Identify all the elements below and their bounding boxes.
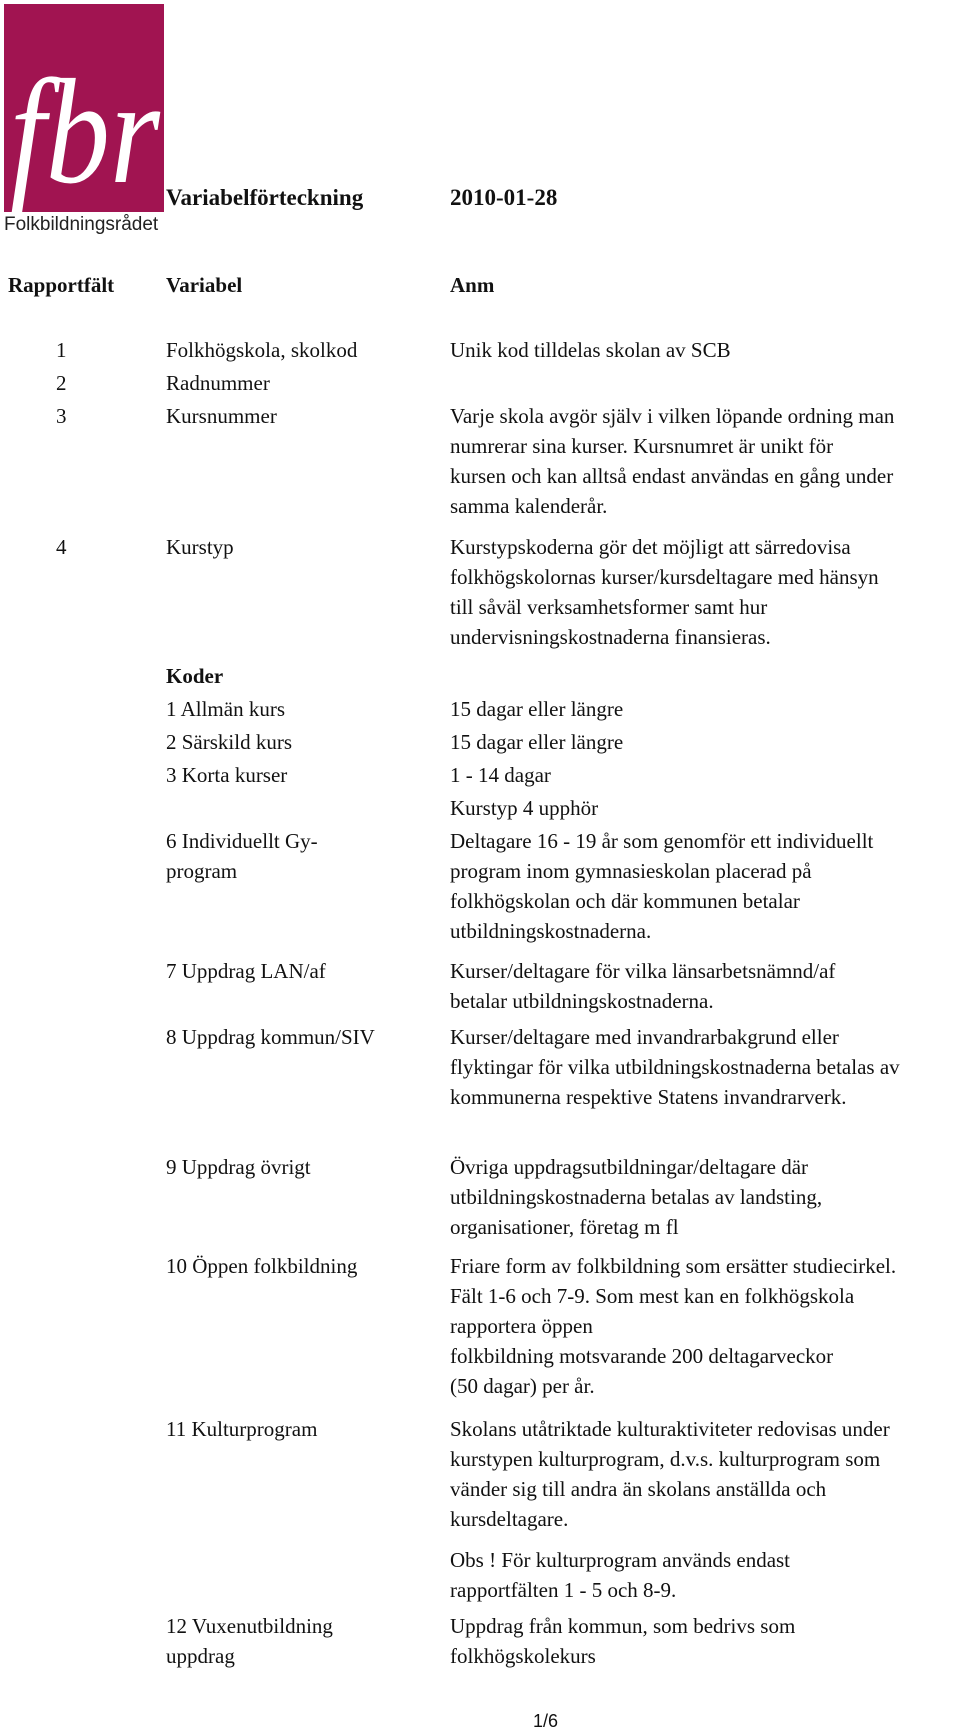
logo-caption: Folkbildningsrådet (4, 214, 159, 235)
column-header-anm: Anm (450, 273, 495, 297)
page-number: 1/6 (533, 1711, 559, 1731)
kod-anm-line: Övriga uppdragsutbildningar/deltagare där (450, 1155, 809, 1179)
kod-anm-line: rapportfälten 1 - 5 och 8-9. (450, 1578, 677, 1602)
field-anm-line: folkhögskolornas kurser/kursdeltagare med hänsyn (450, 565, 879, 589)
kod-label: uppdrag (166, 1644, 235, 1668)
kod-anm-line: organisationer, företag m fl (450, 1215, 679, 1239)
kod-anm-line: (50 dagar) per år. (450, 1374, 595, 1398)
kod-anm-line: Kurstyp 4 upphör (450, 796, 599, 820)
field-number: 2 (56, 371, 67, 395)
kod-anm-line: Deltagare 16 - 19 år som genomför ett individuellt (450, 829, 874, 853)
kod-anm-line: Skolans utåtriktade kulturaktiviteter redovisas under (450, 1417, 890, 1441)
document-date: 2010-01-28 (450, 185, 558, 210)
kod-label: 7 Uppdrag LAN/af (166, 959, 326, 983)
document-title: Variabelförteckning (166, 185, 364, 210)
kod-anm-line: 15 dagar eller längre (450, 730, 624, 754)
kod-anm-line: program inom gymnasieskolan placerad på (450, 859, 812, 883)
kod-label: 8 Uppdrag kommun/SIV (166, 1025, 375, 1049)
kod-anm-line: folkhögskolan och där kommunen betalar (450, 889, 800, 913)
field-name: Folkhögskola, skolkod (166, 338, 358, 362)
kod-anm-line: Friare form av folkbildning som ersätter studiecirkel. (450, 1254, 897, 1278)
kod-anm-line: utbildningskostnaderna. (450, 919, 652, 943)
kod-anm-line: kommunerna respektive Statens invandrarverk. (450, 1085, 847, 1109)
kod-anm-line: Fält 1-6 och 7-9. Som mest kan en folkhögskola (450, 1284, 855, 1308)
field-anm-line: undervisningskostnaderna finansieras. (450, 625, 771, 649)
kod-label: 11 Kulturprogram (166, 1417, 318, 1441)
field-number: 4 (56, 535, 67, 559)
field-anm-line: kursen och kan alltså endast användas en gång under (450, 464, 894, 488)
field-name: Kursnummer (166, 404, 277, 428)
kod-anm-line: flyktingar för vilka utbildningskostnaderna betalas av (450, 1055, 900, 1079)
kod-anm-line: kurstypen kulturprogram, d.v.s. kulturprogram som (450, 1447, 881, 1471)
field-name: Radnummer (166, 371, 270, 395)
field-anm-line: Unik kod tilldelas skolan av SCB (450, 338, 731, 362)
field-anm-line: Kurstypskoderna gör det möjligt att särredovisa (450, 535, 851, 559)
kod-label: program (166, 859, 238, 883)
fbr-logo (4, 4, 164, 215)
kod-label: 2 Särskild kurs (166, 730, 292, 754)
kod-label: 12 Vuxenutbildning (166, 1614, 333, 1638)
column-header-rapportfalt: Rapportfält (8, 273, 115, 297)
kod-label: 10 Öppen folkbildning (166, 1254, 358, 1278)
koder-heading: Koder (166, 664, 224, 688)
kod-anm-line: betalar utbildningskostnaderna. (450, 989, 714, 1013)
kod-label: 1 Allmän kurs (166, 697, 285, 721)
field-anm-line: till såväl verksamhetsformer samt hur (450, 595, 768, 619)
field-number: 1 (56, 338, 67, 362)
field-number: 3 (56, 404, 67, 428)
kod-label: 3 Korta kurser (166, 763, 288, 787)
kod-anm-line: Kurser/deltagare med invandrarbakgrund eller (450, 1025, 839, 1049)
kod-anm-line: 15 dagar eller längre (450, 697, 624, 721)
kod-label: 6 Individuellt Gy- (166, 829, 318, 853)
field-name: Kurstyp (166, 535, 234, 559)
kod-anm-line: utbildningskostnaderna betalas av landsting, (450, 1185, 823, 1209)
kod-label: 9 Uppdrag övrigt (166, 1155, 311, 1179)
field-anm-line: Varje skola avgör själv i vilken löpande ordning man (450, 404, 895, 428)
kod-anm-line: folkhögskolekurs (450, 1644, 596, 1668)
fbr-logo-icon (4, 4, 164, 215)
kod-anm-line: rapportera öppen (450, 1314, 593, 1338)
kod-anm-line: kursdeltagare. (450, 1507, 569, 1531)
kod-anm-line: vänder sig till andra än skolans anställda och (450, 1477, 827, 1501)
field-anm-line: numrerar sina kurser. Kursnumret är unikt för (450, 434, 834, 458)
kod-anm-line: Obs ! För kulturprogram används endast (450, 1548, 791, 1572)
kod-anm-line: Kurser/deltagare för vilka länsarbetsnämnd/af (450, 959, 836, 983)
kod-anm-line: Uppdrag från kommun, som bedrivs som (450, 1614, 796, 1638)
kod-anm-line: folkbildning motsvarande 200 deltagarveckor (450, 1344, 834, 1368)
kod-anm-line: 1 - 14 dagar (450, 763, 551, 787)
field-anm-line: samma kalenderår. (450, 494, 608, 518)
column-header-variabel: Variabel (166, 273, 243, 297)
svg-text:fbr: fbr (10, 49, 161, 215)
